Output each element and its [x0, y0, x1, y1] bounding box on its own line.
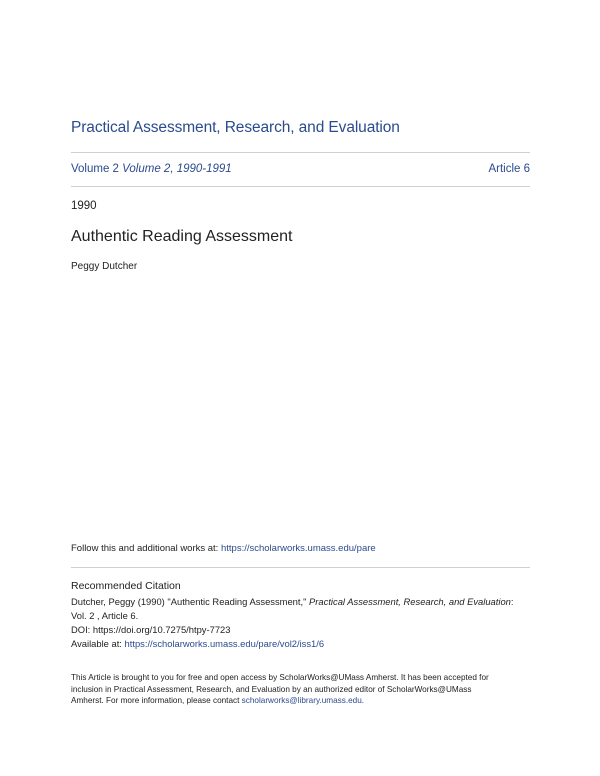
- footer-notice: [71, 672, 533, 707]
- citation-available: [71, 637, 533, 651]
- follow-url-link[interactable]: https://scholarworks.umass.edu/pare: [220, 543, 376, 554]
- citation-line-1: [71, 595, 533, 609]
- footer-period: .: [361, 696, 365, 705]
- citation-colon: :: [510, 596, 514, 607]
- issue-link[interactable]: Volume 2, 1990-1991: [122, 163, 232, 175]
- citation-author-title: Dutcher, Peggy (1990) "Authentic Reading Assessment,": [71, 596, 310, 607]
- volume-line: [71, 163, 530, 175]
- divider-citation: [71, 567, 530, 568]
- footer-line-1: This Article is brought to you for free and open access by ScholarWorks@UMass Amherst. It has been accepted for: [71, 673, 489, 682]
- footer-contact-prefix: Amherst. For more information, please contact: [71, 696, 242, 705]
- citation-url-link[interactable]: https://scholarworks.umass.edu/pare/vol2/iss1/6: [124, 638, 325, 649]
- article-number-link[interactable]: Article 6: [488, 163, 530, 175]
- volume-link[interactable]: Volume 2: [71, 163, 119, 175]
- footer-line-3: [71, 695, 533, 707]
- publication-year: 1990: [71, 200, 97, 212]
- citation-volume: Vol. 2 , Article 6.: [71, 610, 139, 621]
- follow-prefix: Follow this and additional works at:: [71, 543, 221, 554]
- follow-line: [71, 543, 376, 554]
- article-title: Authentic Reading Assessment: [71, 228, 293, 245]
- author-name: Peggy Dutcher: [71, 261, 138, 272]
- citation-doi: DOI: https://doi.org/10.7275/htpy-7723: [71, 624, 231, 635]
- divider-top: [71, 152, 530, 153]
- citation-available-prefix: Available at:: [71, 638, 125, 649]
- journal-title-link[interactable]: Practical Assessment, Research, and Evaluation: [71, 119, 400, 136]
- footer-line-2: inclusion in Practical Assessment, Research, and Evaluation by an authorized editor of ScholarWorks@UMass: [71, 684, 472, 694]
- divider-volume: [71, 186, 530, 187]
- contact-email-link[interactable]: scholarworks@library.umass.edu: [241, 696, 362, 705]
- citation-heading: Recommended Citation: [71, 580, 181, 592]
- citation-block: [71, 595, 533, 651]
- citation-journal: Practical Assessment, Research, and Evaluation: [309, 596, 511, 607]
